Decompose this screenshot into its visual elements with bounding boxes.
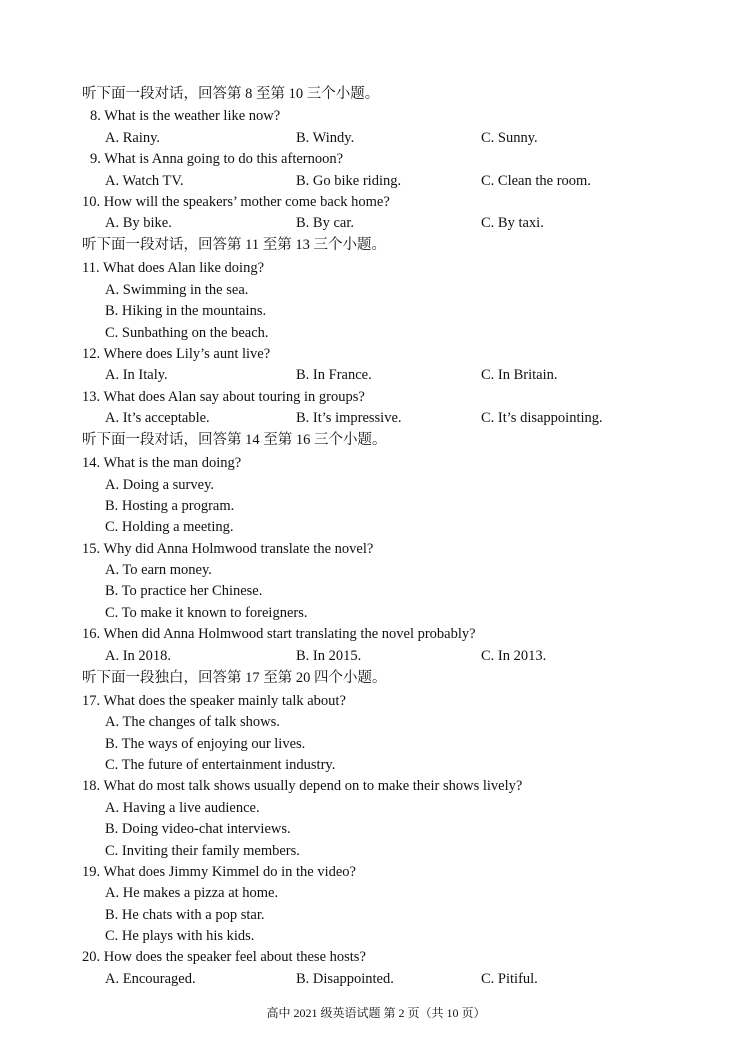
- section-heading: 听下面一段独白，回答第 17 至第 20 四个小题。: [82, 670, 387, 686]
- question: 18. What do most talk shows usually depend on to make their shows lively?: [82, 778, 523, 794]
- option-b: B. Disappointed.: [296, 971, 394, 987]
- option-c: C. In 2013.: [481, 648, 547, 664]
- page-footer: 高中 2021 级英语试题 第 2 页（共 10 页）: [266, 1006, 486, 1020]
- option-a: A. Having a live audience.: [105, 800, 260, 816]
- option-line: [0, 733, 752, 755]
- options-row: [0, 364, 752, 386]
- option-a: A. Rainy.: [105, 130, 161, 146]
- option-c: C. Sunbathing on the beach.: [105, 325, 269, 341]
- section-heading: 听下面一段对话，回答第 8 至第 10 三个小题。: [82, 86, 380, 102]
- option-c: C. By taxi.: [481, 215, 544, 231]
- option-b: B. Hosting a program.: [105, 498, 235, 514]
- option-b: B. Doing video-chat interviews.: [105, 821, 291, 837]
- question: 15. Why did Anna Holmwood translate the novel?: [82, 541, 374, 557]
- option-a: A. Watch TV.: [105, 173, 184, 189]
- option-a: A. Swimming in the sea.: [105, 282, 249, 298]
- option-c: C. In Britain.: [481, 367, 558, 383]
- question: 13. What does Alan say about touring in groups?: [82, 389, 365, 405]
- option-a: A. The changes of talk shows.: [105, 714, 280, 730]
- option-b: B. Windy.: [296, 130, 355, 146]
- option-line: [0, 602, 752, 624]
- option-line: [0, 711, 752, 733]
- options-row: [0, 407, 752, 429]
- option-line: [0, 516, 752, 538]
- option-c: C. It’s disappointing.: [481, 410, 603, 426]
- option-c: C. To make it known to foreigners.: [105, 605, 308, 621]
- option-line: [0, 559, 752, 581]
- option-c: C. Inviting their family members.: [105, 843, 300, 859]
- option-line: [0, 904, 752, 926]
- question: 8. What is the weather like now?: [90, 108, 281, 124]
- option-a: A. In Italy.: [105, 367, 168, 383]
- section-heading: 听下面一段对话，回答第 11 至第 13 三个小题。: [82, 237, 386, 253]
- option-c: C. Holding a meeting.: [105, 519, 234, 535]
- option-a: A. In 2018.: [105, 648, 172, 664]
- option-line: [0, 840, 752, 862]
- option-a: A. Doing a survey.: [105, 477, 214, 493]
- option-b: B. In France.: [296, 367, 372, 383]
- option-a: A. To earn money.: [105, 562, 212, 578]
- option-line: [0, 322, 752, 344]
- option-b: B. Hiking in the mountains.: [105, 303, 267, 319]
- option-b: B. Go bike riding.: [296, 173, 402, 189]
- option-c: C. He plays with his kids.: [105, 928, 255, 944]
- question: 16. When did Anna Holmwood start translating the novel probably?: [82, 626, 476, 642]
- option-line: [0, 580, 752, 602]
- question: 19. What does Jimmy Kimmel do in the video?: [82, 864, 356, 880]
- option-b: B. It’s impressive.: [296, 410, 402, 426]
- option-c: C. Sunny.: [481, 130, 538, 146]
- section-heading: 听下面一段对话，回答第 14 至第 16 三个小题。: [82, 432, 387, 448]
- option-line: [0, 797, 752, 819]
- option-c: C. Clean the room.: [481, 173, 591, 189]
- option-b: B. He chats with a pop star.: [105, 907, 265, 923]
- question: 10. How will the speakers’ mother come back home?: [82, 194, 390, 210]
- option-a: A. He makes a pizza at home.: [105, 885, 279, 901]
- options-row: [0, 645, 752, 667]
- option-b: B. In 2015.: [296, 648, 362, 664]
- options-row: [0, 170, 752, 192]
- options-row: [0, 212, 752, 234]
- option-line: [0, 474, 752, 496]
- option-a: A. It’s acceptable.: [105, 410, 210, 426]
- question: 11. What does Alan like doing?: [82, 260, 265, 276]
- option-line: [0, 754, 752, 776]
- question: 9. What is Anna going to do this afternoon?: [90, 151, 344, 167]
- option-line: [0, 925, 752, 947]
- question: 12. Where does Lily’s aunt live?: [82, 346, 271, 362]
- option-line: [0, 882, 752, 904]
- option-b: B. By car.: [296, 215, 354, 231]
- options-row: [0, 968, 752, 990]
- option-a: A. By bike.: [105, 215, 172, 231]
- option-line: [0, 495, 752, 517]
- option-line: [0, 818, 752, 840]
- option-line: [0, 279, 752, 301]
- options-row: [0, 127, 752, 149]
- question: 20. How does the speaker feel about these hosts?: [82, 949, 366, 965]
- option-b: B. To practice her Chinese.: [105, 583, 263, 599]
- option-b: B. The ways of enjoying our lives.: [105, 736, 306, 752]
- question: 17. What does the speaker mainly talk about?: [82, 693, 346, 709]
- option-c: C. The future of entertainment industry.: [105, 757, 336, 773]
- option-a: A. Encouraged.: [105, 971, 196, 987]
- option-c: C. Pitiful.: [481, 971, 538, 987]
- option-line: [0, 300, 752, 322]
- question: 14. What is the man doing?: [82, 455, 242, 471]
